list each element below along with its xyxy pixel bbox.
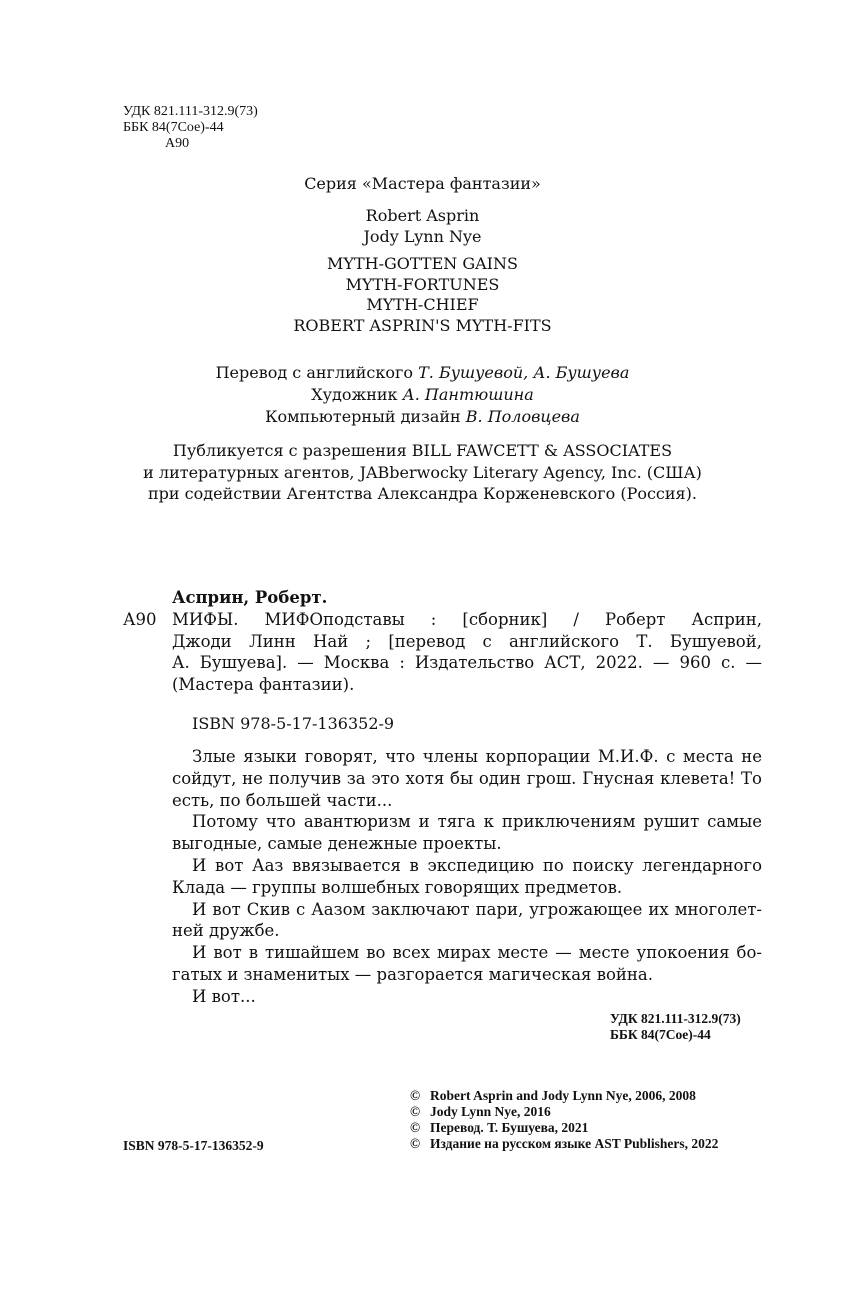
copyright-sign: ©: [410, 1120, 421, 1135]
copyright-line: [410, 1136, 718, 1152]
copyright-line: [410, 1104, 718, 1120]
rights-line: Публикуется с разрешения BILL FAWCETT & ASSOCIATES: [172, 441, 673, 460]
artist: А. Пантюшина: [402, 385, 534, 404]
catalog-entry-line: Джоди Линн Най ; [перевод с английского Т. Бушуевой,: [172, 631, 762, 651]
rights-line: при содействии Агентства Александра Корженевского (Россия).: [148, 484, 697, 503]
original-title: MYTH-FORTUNES: [345, 274, 500, 294]
annotation-line: И вот в тишайшем во всех мирах месте — месте упокоения бо-: [192, 943, 762, 963]
copyright-text: Robert Asprin and Jody Lynn Nye, 2006, 2008: [430, 1088, 696, 1103]
annotation-line: сойдут, не получив за это хотя бы один грош. Гнусная клевета! То: [172, 768, 762, 788]
classification-block: [123, 104, 258, 152]
original-title: ROBERT ASPRIN'S MYTH-FITS: [293, 315, 552, 335]
copyright-sign: ©: [410, 1088, 421, 1103]
annotation-line: И вот Скив с Аазом заключают пари, угрожающее их многолет-: [192, 899, 762, 919]
footer-bbk: ББК 84(7Сое)-44: [610, 1027, 711, 1042]
copyright-sign: ©: [410, 1104, 421, 1119]
translators: Т. Бушуевой, А. Бушуева: [418, 363, 630, 382]
annotation-line: ней дружбе.: [172, 921, 280, 941]
copyright-line: [410, 1120, 718, 1136]
designer: В. Половцева: [465, 407, 580, 426]
catalog-entry-line: МИФЫ. МИФОподставы : [сборник] / Роберт Асприн,: [172, 610, 762, 629]
annotation-line: гатых и знаменитых — разгорается магическая война.: [172, 964, 654, 984]
catalog-isbn: ISBN 978-5-17-136352-9: [192, 714, 395, 733]
catalog-code: А90: [123, 610, 157, 629]
author-mark: А90: [165, 136, 190, 151]
copyright-sign: ©: [410, 1136, 421, 1151]
annotation-line: есть, по большей части...: [172, 790, 393, 810]
annotation-line: И вот...: [192, 986, 256, 1006]
original-titles: [0, 254, 845, 336]
annotation-line: И вот Ааз ввязывается в экспедицию по поиску легендарного: [192, 855, 762, 875]
design-credit: [0, 406, 845, 428]
annotation-line: Потому что авантюризм и тяга к приключениям рушит самые: [192, 812, 762, 832]
annotation-line: Клада — группы волшебных говорящих предметов.: [172, 877, 623, 897]
rights-notice: [0, 440, 845, 505]
catalog-author-heading: Асприн, Роберт.: [172, 588, 328, 607]
author-name: Robert Asprin: [365, 206, 480, 225]
footer-isbn: ISBN 978-5-17-136352-9: [123, 1138, 264, 1153]
translation-credit: [0, 362, 845, 384]
catalog-entry-line: А. Бушуева]. — Москва : Издательство АСТ, 2022. — 960 с. —: [172, 653, 762, 672]
footer-codes: [610, 1011, 741, 1043]
udk-code: УДК 821.111-312.9(73): [123, 104, 258, 119]
translation-label: Перевод с английского: [215, 363, 419, 382]
copyright-line: [410, 1088, 718, 1104]
design-label: Компьютерный дизайн: [265, 407, 466, 426]
annotation-line: выгодные, самые денежные проекты.: [172, 834, 502, 854]
catalog-entry-line: (Мастера фантазии).: [172, 674, 355, 694]
annotation: [172, 746, 762, 1008]
credits-block: [0, 362, 845, 428]
catalog-entry: [172, 609, 762, 695]
artist-credit: [0, 384, 845, 406]
copyright-text: Перевод. Т. Бушуева, 2021: [430, 1120, 589, 1135]
annotation-line: Злые языки говорят, что члены корпорации М.И.Ф. с места не: [192, 747, 762, 766]
copyright-text: Издание на русском языке AST Publishers, 2022: [430, 1136, 719, 1151]
copyright-block: [410, 1088, 718, 1152]
artist-label: Художник: [311, 385, 403, 404]
bbk-code: ББК 84(7Сое)-44: [123, 120, 224, 135]
original-authors: [0, 206, 845, 247]
rights-line: и литературных агентов, JABberwocky Literary Agency, Inc. (США): [143, 462, 702, 482]
series-title: Серия «Мастера фантазии»: [304, 174, 541, 193]
copyright-text: Jody Lynn Nye, 2016: [430, 1104, 551, 1119]
original-title: MYTH-GOTTEN GAINS: [327, 254, 518, 273]
author-name: Jody Lynn Nye: [363, 226, 482, 246]
footer-udk: УДК 821.111-312.9(73): [610, 1011, 741, 1026]
original-title: MYTH-CHIEF: [366, 295, 479, 314]
